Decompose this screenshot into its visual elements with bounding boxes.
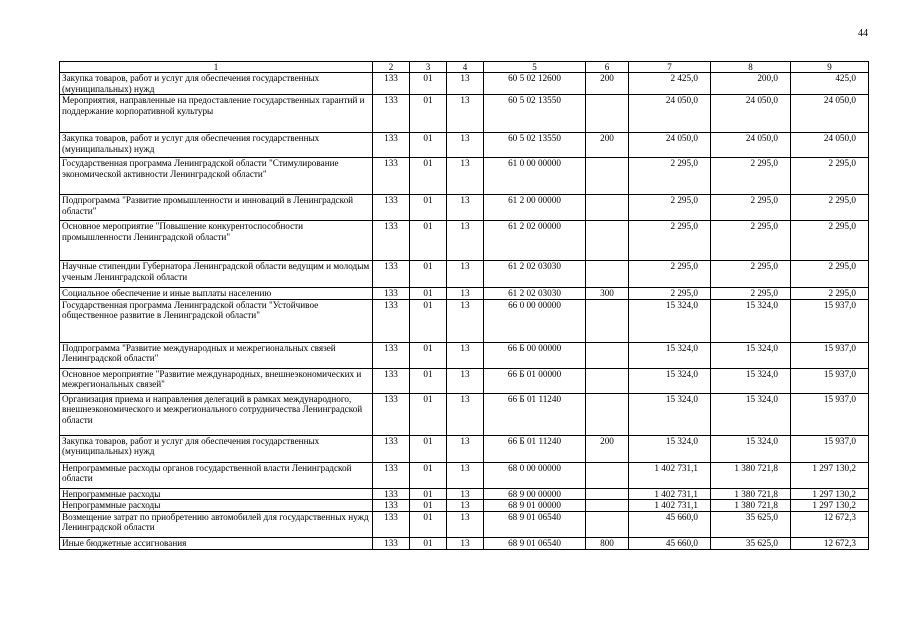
cell-type [586,393,629,435]
table-row [60,73,869,95]
cell-year2: 1 380 721,8 [711,500,791,512]
cell-type [586,488,629,500]
table-row [60,500,869,512]
cell-year3: 15 937,0 [791,342,869,368]
row-name: Закупка товаров, работ и услуг для обеспечения государственных (муниципальных) нужд [60,133,373,158]
row-name: Основное мероприятие "Развитие международных, внешнеэкономических и межрегиональных связей" [60,368,373,393]
cell-subsection: 13 [447,462,484,488]
cell-section: 01 [410,299,447,342]
cell-year2: 15 324,0 [711,299,791,342]
cell-admin: 133 [373,221,410,261]
cell-admin: 133 [373,500,410,512]
cell-type [586,299,629,342]
cell-subsection: 13 [447,73,484,95]
cell-year1: 2 295,0 [629,288,711,300]
cell-type [586,462,629,488]
cell-year1: 15 324,0 [629,368,711,393]
cell-type [586,511,629,537]
cell-year2: 1 380 721,8 [711,462,791,488]
cell-target: 61 0 00 00000 [484,158,586,195]
table-row [60,462,869,488]
cell-year2: 15 324,0 [711,342,791,368]
cell-year3: 1 297 130,2 [791,462,869,488]
cell-year3: 12 672,3 [791,511,869,537]
cell-target: 60 5 02 12600 [484,73,586,95]
cell-admin: 133 [373,435,410,462]
table-row [60,299,869,342]
cell-admin: 133 [373,537,410,549]
cell-subsection: 13 [447,95,484,133]
cell-year1: 2 295,0 [629,261,711,288]
row-name: Социальное обеспечение и иные выплаты населению [60,288,373,300]
cell-year1: 24 050,0 [629,133,711,158]
row-name: Непрограммные расходы [60,500,373,512]
cell-admin: 133 [373,288,410,300]
cell-admin: 133 [373,488,410,500]
cell-target: 68 0 00 00000 [484,462,586,488]
cell-section: 01 [410,133,447,158]
cell-section: 01 [410,158,447,195]
cell-admin: 133 [373,368,410,393]
cell-section: 01 [410,288,447,300]
cell-subsection: 13 [447,158,484,195]
cell-section: 01 [410,342,447,368]
cell-admin: 133 [373,511,410,537]
cell-subsection: 13 [447,261,484,288]
cell-type [586,368,629,393]
row-name: Закупка товаров, работ и услуг для обеспечения государственных (муниципальных) нужд [60,435,373,462]
cell-year3: 24 050,0 [791,95,869,133]
cell-admin: 133 [373,73,410,95]
cell-year1: 1 402 731,1 [629,488,711,500]
column-header: 4 [447,62,484,73]
row-name: Основное мероприятие "Повышение конкурентоспособности промышленности Ленинградской области" [60,221,373,261]
cell-target: 66 Б 00 00000 [484,342,586,368]
cell-target: 61 2 00 00000 [484,195,586,221]
table-row [60,95,869,133]
cell-year1: 1 402 731,1 [629,462,711,488]
cell-type [586,261,629,288]
cell-section: 01 [410,195,447,221]
cell-year3: 425,0 [791,73,869,95]
table-row [60,537,869,549]
column-header: 6 [586,62,629,73]
header-row [60,62,869,73]
cell-target: 68 9 01 00000 [484,500,586,512]
cell-year3: 2 295,0 [791,221,869,261]
column-header: 5 [484,62,586,73]
cell-year3: 15 937,0 [791,368,869,393]
cell-subsection: 13 [447,299,484,342]
cell-subsection: 13 [447,537,484,549]
table-row [60,158,869,195]
cell-year2: 35 625,0 [711,511,791,537]
cell-section: 01 [410,511,447,537]
cell-year3: 2 295,0 [791,195,869,221]
row-name: Государственная программа Ленинградской области "Устойчивое общественное развитие в Ленинградской области" [60,299,373,342]
cell-subsection: 13 [447,488,484,500]
cell-year2: 2 295,0 [711,158,791,195]
row-name: Мероприятия, направленные на предоставление государственных гарантий и поддержание корпоративной культуры [60,95,373,133]
cell-year2: 35 625,0 [711,537,791,549]
cell-target: 60 5 02 13550 [484,133,586,158]
cell-section: 01 [410,368,447,393]
cell-year2: 2 295,0 [711,221,791,261]
page-number: 44 [858,28,868,39]
cell-year2: 2 295,0 [711,195,791,221]
cell-type [586,158,629,195]
cell-year1: 15 324,0 [629,342,711,368]
column-header: 1 [60,62,373,73]
row-name: Иные бюджетные ассигнования [60,537,373,549]
cell-year2: 15 324,0 [711,393,791,435]
row-name: Непрограммные расходы [60,488,373,500]
cell-section: 01 [410,95,447,133]
cell-year1: 24 050,0 [629,95,711,133]
row-name: Возмещение затрат по приобретению автомобилей для государственных нужд Ленинградской области [60,511,373,537]
cell-target: 66 Б 01 11240 [484,435,586,462]
cell-target: 61 2 02 00000 [484,221,586,261]
cell-type [586,342,629,368]
cell-year1: 2 295,0 [629,158,711,195]
cell-admin: 133 [373,393,410,435]
cell-section: 01 [410,393,447,435]
cell-admin: 133 [373,158,410,195]
cell-target: 66 Б 01 00000 [484,368,586,393]
cell-subsection: 13 [447,288,484,300]
cell-year1: 2 295,0 [629,221,711,261]
cell-year3: 2 295,0 [791,288,869,300]
table-row [60,393,869,435]
cell-section: 01 [410,462,447,488]
row-name: Непрограммные расходы органов государственной власти Ленинградской области [60,462,373,488]
cell-target: 68 9 01 06540 [484,537,586,549]
budget-table [59,61,869,550]
cell-subsection: 13 [447,368,484,393]
cell-year2: 2 295,0 [711,288,791,300]
cell-year3: 15 937,0 [791,435,869,462]
cell-section: 01 [410,500,447,512]
table-row [60,195,869,221]
cell-type [586,95,629,133]
cell-section: 01 [410,261,447,288]
cell-year2: 200,0 [711,73,791,95]
cell-type [586,195,629,221]
cell-year2: 15 324,0 [711,435,791,462]
cell-subsection: 13 [447,435,484,462]
row-name: Организация приема и направления делегаций в рамках международного, внешнеэкономического и межрегионального сотрудничества Ленинградской области [60,393,373,435]
cell-type: 200 [586,435,629,462]
row-name: Государственная программа Ленинградской области "Стимулирование экономической активности Ленинградской области" [60,158,373,195]
cell-admin: 133 [373,462,410,488]
cell-year2: 24 050,0 [711,95,791,133]
cell-year2: 2 295,0 [711,261,791,288]
cell-target: 68 9 00 00000 [484,488,586,500]
column-header: 2 [373,62,410,73]
cell-admin: 133 [373,95,410,133]
column-header: 9 [791,62,869,73]
row-name: Подпрограмма "Развитие промышленности и инноваций в Ленинградской области" [60,195,373,221]
cell-year1: 15 324,0 [629,435,711,462]
cell-target: 66 0 00 00000 [484,299,586,342]
cell-year1: 15 324,0 [629,393,711,435]
cell-type [586,500,629,512]
cell-target: 60 5 02 13550 [484,95,586,133]
cell-year3: 15 937,0 [791,393,869,435]
cell-year1: 15 324,0 [629,299,711,342]
cell-subsection: 13 [447,393,484,435]
cell-subsection: 13 [447,500,484,512]
cell-section: 01 [410,488,447,500]
cell-admin: 133 [373,299,410,342]
cell-admin: 133 [373,342,410,368]
cell-type: 800 [586,537,629,549]
table-row [60,261,869,288]
cell-subsection: 13 [447,133,484,158]
table-row [60,133,869,158]
column-header: 8 [711,62,791,73]
table-row [60,488,869,500]
cell-year1: 2 295,0 [629,195,711,221]
cell-year3: 12 672,3 [791,537,869,549]
cell-section: 01 [410,221,447,261]
row-name: Научные стипендии Губернатора Ленинградской области ведущим и молодым ученым Ленинградской области [60,261,373,288]
cell-year1: 2 425,0 [629,73,711,95]
cell-target: 68 9 01 06540 [484,511,586,537]
cell-subsection: 13 [447,221,484,261]
cell-admin: 133 [373,133,410,158]
cell-year3: 1 297 130,2 [791,488,869,500]
cell-type [586,221,629,261]
cell-year3: 2 295,0 [791,158,869,195]
cell-target: 61 2 02 03030 [484,261,586,288]
cell-admin: 133 [373,261,410,288]
row-name: Закупка товаров, работ и услуг для обеспечения государственных (муниципальных) нужд [60,73,373,95]
table-row [60,368,869,393]
cell-year2: 15 324,0 [711,368,791,393]
cell-type: 200 [586,133,629,158]
table-row [60,221,869,261]
cell-target: 61 2 02 03030 [484,288,586,300]
table-row [60,511,869,537]
cell-year3: 2 295,0 [791,261,869,288]
cell-year3: 15 937,0 [791,299,869,342]
cell-subsection: 13 [447,342,484,368]
cell-section: 01 [410,73,447,95]
table-row [60,288,869,300]
cell-subsection: 13 [447,195,484,221]
column-header: 3 [410,62,447,73]
table-row [60,342,869,368]
row-name: Подпрограмма "Развитие международных и межрегиональных связей Ленинградской области" [60,342,373,368]
cell-year2: 1 380 721,8 [711,488,791,500]
cell-year3: 1 297 130,2 [791,500,869,512]
column-header: 7 [629,62,711,73]
cell-subsection: 13 [447,511,484,537]
cell-year1: 45 660,0 [629,511,711,537]
cell-admin: 133 [373,195,410,221]
cell-year2: 24 050,0 [711,133,791,158]
cell-type: 300 [586,288,629,300]
cell-section: 01 [410,435,447,462]
cell-target: 66 Б 01 11240 [484,393,586,435]
cell-year1: 45 660,0 [629,537,711,549]
table-row [60,435,869,462]
cell-year3: 24 050,0 [791,133,869,158]
cell-type: 200 [586,73,629,95]
cell-section: 01 [410,537,447,549]
cell-year1: 1 402 731,1 [629,500,711,512]
